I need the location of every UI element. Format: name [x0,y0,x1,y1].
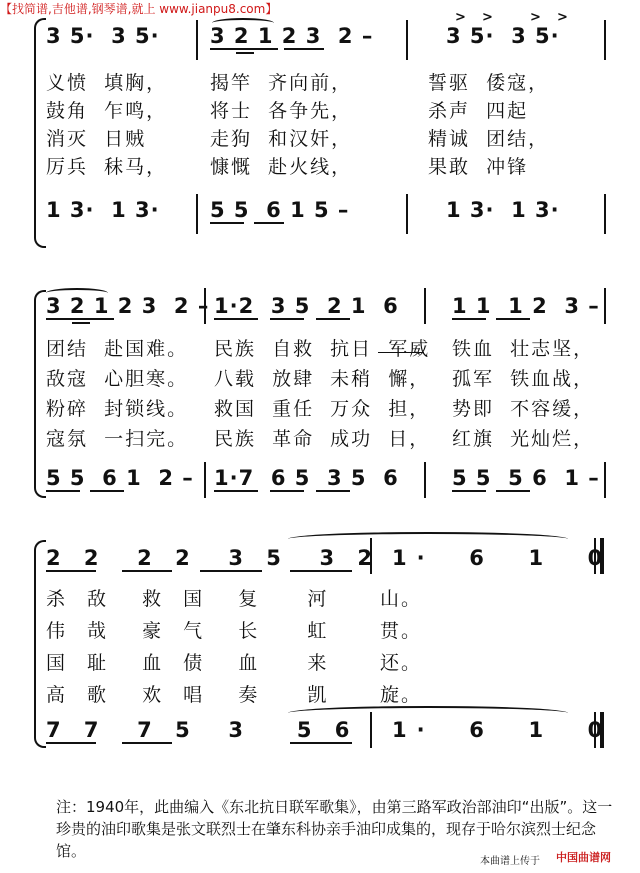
beam [284,48,324,50]
beam [496,490,530,492]
lyric-line: 果敢 冲锋 [428,156,529,178]
lyric-line: 鼓角 乍鸣， [46,100,168,122]
barline [406,194,408,234]
slur [46,288,108,298]
lyric-line: 伟 哉 豪 气 长 虹 [46,620,335,642]
harmony-measure: 5 5 6 1 2 – [46,466,194,490]
accent-mark: > [557,10,568,25]
accent-mark: > [530,10,541,25]
lyric-line: 势即 不容缓， [452,398,595,420]
beam [90,490,124,492]
lyric-line: 贯。 [380,620,423,642]
system-brace [34,540,46,748]
barline [196,20,198,60]
melody-measure: 1 1 1 2 3 – [452,294,600,318]
beam [290,570,352,572]
beam [214,490,258,492]
beam [122,570,172,572]
beam [46,318,114,320]
melody-measure: 3 5· 3 5· [46,24,160,48]
melody-measure: 1·2 3 5 2 1 6 [214,294,399,318]
lyric-line: 杀 敌 救 国 复 河 [46,588,335,610]
melody-measure: 3 5· 3 5· [446,24,560,48]
lyric-line: 还。 [380,652,423,674]
beam [200,570,262,572]
barline [604,462,606,498]
lyric-line: 义愤 填胸， [46,72,168,94]
melody-measure: 3 2 1 2 3 2 – [46,294,210,318]
lyric-line: 铁血 壮志坚， [452,338,595,360]
harmony-measure: 5 5 5 6 1 – [452,466,600,490]
melody-measure: 1· 6 1 0 [392,546,613,570]
accent-mark: > [455,10,466,25]
barline [424,288,426,324]
system-brace [34,290,46,498]
lyric-line: 八载 放肆 未稍 懈， [214,368,431,390]
melody-measure: 2 2 2 2 3 5 3 2 [46,546,381,570]
lyric-line: 国 耻 血 债 血 来 [46,652,335,674]
barline [406,20,408,60]
harmony-measure: 5 5 6 1 5 – [210,198,350,222]
lyric-line: 团结 赴国难。 [46,338,189,360]
accent-mark: > [482,10,493,25]
lyric-line: 誓驱 倭寇， [428,72,550,94]
lyric-line: 杀声 四起 [428,100,529,122]
lyric-line: 精诚 团结， [428,128,550,150]
lyric-line: 孤军 铁血战， [452,368,595,390]
beam [210,222,244,224]
harmony-measure: 1·7 6 5 3 5 6 [214,466,399,490]
beam [46,490,80,492]
harmony-measure: 1· 6 1 0 [392,718,613,742]
barline [604,194,606,234]
lyric-line: 消灭 日贼 [46,128,147,150]
beam [316,490,350,492]
lyric-line: 走狗 和汉奸， [210,128,353,150]
melody-measure: 3 2 1 2 3 2 – [210,24,374,48]
lyric-line: 民族 自救 抗日 军威 [214,338,431,360]
lyric-line: 厉兵 秣马， [46,156,168,178]
beam [122,742,172,744]
beam [46,742,96,744]
beam [452,318,486,320]
lyric-line: 山。 [380,588,423,610]
lyric-line: 敌寇 心胆寒。 [46,368,189,390]
slur [212,18,274,28]
beam [46,570,96,572]
lyric-line: 揭竿 齐向前， [210,72,353,94]
beam [316,318,350,320]
barline [204,462,206,498]
beam [452,490,486,492]
footnote-text: 注：1940年，此曲编入《东北抗日联军歌集》，由第三路军政治部油印“出版”。这一珍贵的油印歌集是张文联烈士在肇东科协亲手油印成集的，现存于哈尔滨烈士纪念馆。 [56,798,613,860]
lyric-line: 旋。 [380,684,423,706]
lyric-line: 红旗 光灿烂， [452,428,595,450]
lyric-line: 寇氛 一扫完。 [46,428,189,450]
upload-credit: 本曲谱上传于 [480,856,540,867]
barline [424,462,426,498]
site-logo[interactable]: 中国曲谱网 [556,851,611,864]
lyric-line: 救国 重任 万众 担， [214,398,431,420]
site-banner[interactable]: 【找简谱,吉他谱,钢琴谱,就上 www.jianpu8.com】 [0,2,278,16]
barline [604,20,606,60]
system-brace [34,18,46,248]
beam [214,318,258,320]
beam [72,322,90,324]
beam [270,318,304,320]
harmony-measure: 1 3· 1 3· [446,198,560,222]
lyric-line: 粉碎 封锁线。 [46,398,189,420]
harmony-measure: 7 7 7 5 3 5 6 [46,718,358,742]
lyric-line: 将士 各争先， [210,100,353,122]
lyric-line: 高 歌 欢 唱 奏 凯 [46,684,335,706]
beam [496,318,530,320]
barline [604,288,606,324]
beam [254,222,284,224]
beam [236,52,254,54]
beam [210,48,278,50]
tie [288,532,568,546]
lyric-line: 慷慨 赴火线， [210,156,353,178]
barline [196,194,198,234]
beam [290,742,352,744]
beam [270,490,304,492]
lyric-line: 民族 革命 成功 日， [214,428,431,450]
harmony-measure: 1 3· 1 3· [46,198,160,222]
